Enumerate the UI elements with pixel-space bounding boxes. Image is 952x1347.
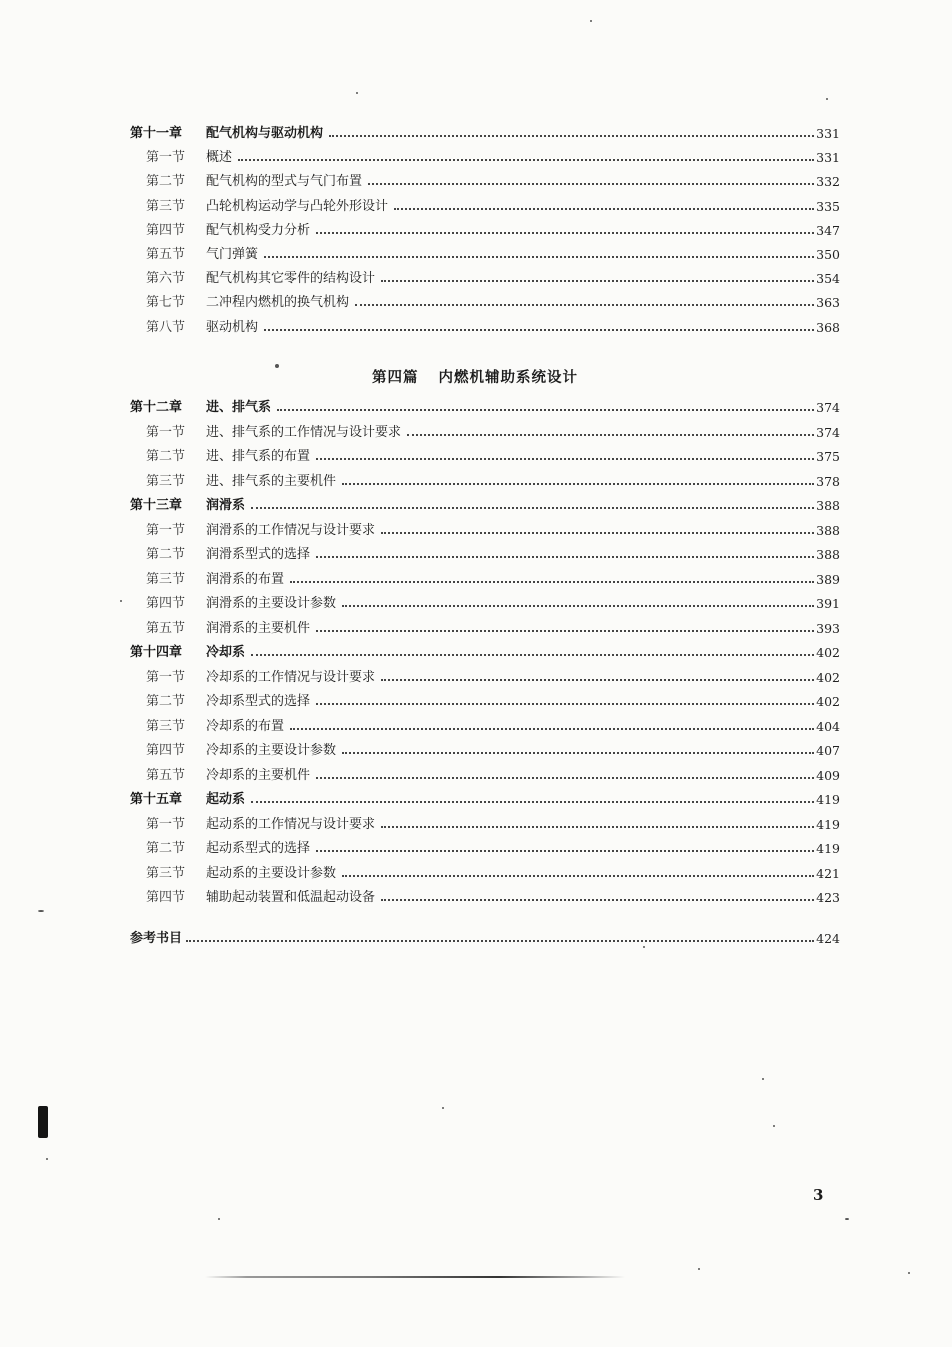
- toc-entry-section[interactable]: [130, 471, 840, 493]
- section-label: 第一节: [146, 424, 186, 440]
- chapter-label: 第十一章: [130, 126, 183, 141]
- toc-page-number: 354: [816, 271, 840, 287]
- dot-leader: [368, 183, 814, 185]
- scan-speck: [643, 946, 645, 948]
- section-label: 第一节: [146, 522, 186, 538]
- toc-entry-chapter[interactable]: [130, 397, 840, 419]
- toc-page-number: 331: [816, 126, 840, 141]
- toc-entry-section[interactable]: [130, 814, 840, 836]
- scan-speck: [826, 98, 828, 100]
- toc-page-number: 375: [816, 449, 840, 464]
- section-label: 第二节: [146, 841, 186, 856]
- section-title: 进、排气系的工作情况与设计要求: [206, 424, 402, 440]
- section-title: 冷却系的布置: [206, 718, 285, 734]
- toc-entry-section[interactable]: [130, 292, 840, 314]
- section-title: 起动系的主要设计参数: [206, 865, 337, 881]
- toc-page-number: 388: [816, 547, 840, 562]
- toc-entry-chapter[interactable]: [130, 123, 840, 145]
- section-title: 起动系型式的选择: [206, 841, 311, 856]
- scan-speck: [442, 1107, 444, 1109]
- scan-speck: [275, 364, 279, 368]
- toc-entry-section[interactable]: [130, 716, 840, 738]
- dot-leader: [264, 329, 814, 331]
- section-label: 第八节: [146, 319, 186, 335]
- chapter-title: 冷却系: [206, 645, 246, 660]
- toc-page-number: 335: [816, 198, 840, 214]
- section-label: 第三节: [146, 865, 186, 881]
- section-title: 配气机构其它零件的结构设计: [206, 271, 376, 287]
- toc-page-number: 421: [816, 865, 840, 881]
- dot-leader: [407, 434, 814, 436]
- section-title: 冷却系的主要机件: [206, 767, 311, 783]
- toc-entry-section[interactable]: [130, 446, 840, 468]
- dot-leader: [316, 630, 814, 632]
- dot-leader: [381, 280, 814, 282]
- section-label: 第四节: [146, 890, 186, 905]
- toc-entry-section[interactable]: [130, 422, 840, 444]
- toc-page-number: 363: [816, 295, 840, 311]
- dot-leader: [342, 875, 814, 877]
- toc-page-number: 388: [816, 498, 840, 513]
- section-label: 第二节: [146, 547, 186, 562]
- dot-leader: [381, 532, 814, 534]
- toc-page-number: 402: [816, 645, 840, 660]
- dot-leader: [381, 679, 814, 681]
- section-title: 起动系的工作情况与设计要求: [206, 816, 376, 832]
- dot-leader: [186, 940, 814, 942]
- toc-page-number: 402: [816, 669, 840, 685]
- toc-entry-section[interactable]: [130, 244, 840, 266]
- toc-entry-section[interactable]: [130, 593, 840, 615]
- toc-entry-chapter[interactable]: [130, 789, 840, 811]
- dot-leader: [316, 850, 814, 852]
- dot-leader: [316, 777, 814, 779]
- chapter-label: 第十四章: [130, 645, 183, 660]
- dot-leader: [342, 752, 814, 754]
- scan-edge-mark: [38, 1106, 48, 1138]
- chapter-label: 第十二章: [130, 400, 183, 415]
- dot-leader: [290, 728, 814, 730]
- dot-leader: [290, 581, 814, 583]
- bibliography-label: 参考书目: [130, 931, 183, 946]
- section-title: 二冲程内燃机的换气机构: [206, 295, 350, 311]
- scan-speck: [845, 1218, 849, 1220]
- part-heading-label: 第四篇: [372, 370, 419, 386]
- scan-speck: [356, 92, 358, 94]
- section-label: 第五节: [146, 620, 186, 636]
- toc-entry-section[interactable]: [130, 569, 840, 591]
- dot-leader: [251, 801, 814, 803]
- toc-entry-section[interactable]: [130, 520, 840, 542]
- dot-leader: [316, 232, 814, 234]
- chapter-title: 配气机构与驱动机构: [206, 126, 324, 141]
- section-label: 第四节: [146, 743, 186, 758]
- bibliography-page-number: 424: [816, 931, 840, 946]
- toc-page-number: 423: [816, 890, 840, 905]
- section-title: 配气机构受力分析: [206, 222, 311, 238]
- page-number: 3: [813, 1186, 824, 1204]
- toc-page-number: 368: [816, 319, 840, 335]
- toc-page-number: 419: [816, 841, 840, 856]
- toc-page-number: 404: [816, 718, 840, 734]
- section-title: 冷却系的工作情况与设计要求: [206, 669, 376, 685]
- toc-page-number: 419: [816, 792, 840, 807]
- section-label: 第三节: [146, 718, 186, 734]
- section-label: 第二节: [146, 174, 186, 190]
- scan-speck: [762, 1078, 764, 1080]
- scan-speck: [590, 20, 592, 22]
- chapter-title: 起动系: [206, 792, 246, 807]
- section-title: 冷却系的主要设计参数: [206, 743, 337, 758]
- toc-entry-chapter[interactable]: [130, 495, 840, 517]
- toc-page-number: 347: [816, 222, 840, 238]
- section-title: 润滑系的主要机件: [206, 620, 311, 636]
- dot-leader: [251, 654, 814, 656]
- toc-page-number: 419: [816, 816, 840, 832]
- section-title: 凸轮机构运动学与凸轮外形设计: [206, 198, 389, 214]
- toc-page-number: 332: [816, 174, 840, 190]
- toc-page-number: 374: [816, 400, 840, 415]
- dot-leader: [342, 483, 814, 485]
- scan-speck: [120, 600, 122, 602]
- toc-entry-section[interactable]: [130, 765, 840, 787]
- scan-speck: [218, 1218, 220, 1220]
- toc-page-number: 374: [816, 424, 840, 440]
- dot-leader: [316, 458, 814, 460]
- section-title: 冷却系型式的选择: [206, 694, 311, 709]
- section-label: 第七节: [146, 295, 186, 311]
- section-label: 第三节: [146, 473, 186, 489]
- toc-entry-section[interactable]: [130, 667, 840, 689]
- section-label: 第三节: [146, 571, 186, 587]
- toc-page-number: 402: [816, 694, 840, 709]
- chapter-title: 润滑系: [206, 498, 246, 513]
- toc-page-number: 331: [816, 150, 840, 166]
- toc-entry-section[interactable]: [130, 220, 840, 242]
- section-title: 配气机构的型式与气门布置: [206, 174, 363, 190]
- section-label: 第一节: [146, 150, 186, 166]
- toc-entry-section[interactable]: [130, 147, 840, 169]
- section-label: 第一节: [146, 669, 186, 685]
- chapter-label: 第十五章: [130, 792, 183, 807]
- scan-speck: [38, 910, 44, 912]
- section-title: 气门弹簧: [206, 247, 259, 262]
- toc-entry-section[interactable]: [130, 268, 840, 290]
- section-label: 第一节: [146, 816, 186, 832]
- chapter-title: 进、排气系: [206, 400, 272, 415]
- toc-entry-section[interactable]: [130, 838, 840, 860]
- toc-entry-section[interactable]: [130, 740, 840, 762]
- toc-entry-section[interactable]: [130, 544, 840, 566]
- section-title: 进、排气系的主要机件: [206, 473, 337, 489]
- dot-leader: [355, 304, 814, 306]
- scan-speck: [773, 1125, 775, 1127]
- toc-page-number: 388: [816, 522, 840, 538]
- toc-entry-section[interactable]: [130, 691, 840, 713]
- section-title: 辅助起动装置和低温起动设备: [206, 890, 376, 905]
- toc-page-number: 409: [816, 767, 840, 783]
- dot-leader: [394, 208, 814, 210]
- dot-leader: [316, 556, 814, 558]
- section-label: 第五节: [146, 247, 186, 262]
- toc-entry-section[interactable]: [130, 196, 840, 218]
- toc-page-number: 350: [816, 247, 840, 262]
- dot-leader: [251, 507, 814, 509]
- section-label: 第四节: [146, 222, 186, 238]
- dot-leader: [342, 605, 814, 607]
- section-title: 驱动机构: [206, 319, 259, 335]
- scan-speck: [46, 1158, 48, 1160]
- section-title: 进、排气系的布置: [206, 449, 311, 464]
- scan-speck: [908, 1272, 910, 1274]
- dot-leader: [277, 409, 814, 411]
- section-label: 第六节: [146, 271, 186, 287]
- dot-leader: [381, 899, 814, 901]
- dot-leader: [264, 256, 814, 258]
- section-label: 第三节: [146, 198, 186, 214]
- toc-entry-section[interactable]: [130, 317, 840, 339]
- toc-entry-bibliography[interactable]: [130, 928, 840, 950]
- toc-page-number: 391: [816, 596, 840, 611]
- section-label: 第二节: [146, 694, 186, 709]
- part-heading: [372, 366, 578, 387]
- dot-leader: [316, 703, 814, 705]
- toc-entry-section[interactable]: [130, 618, 840, 640]
- section-title: 润滑系的布置: [206, 571, 285, 587]
- part-heading-title: 内燃机辅助系统设计: [438, 370, 578, 386]
- toc-page-number: 393: [816, 620, 840, 636]
- scan-artifact-line: [205, 1276, 625, 1278]
- section-title: 润滑系的工作情况与设计要求: [206, 522, 376, 538]
- toc-page-number: 407: [816, 743, 840, 758]
- toc-page-number: 389: [816, 571, 840, 587]
- section-title: 润滑系型式的选择: [206, 547, 311, 562]
- section-label: 第五节: [146, 767, 186, 783]
- dot-leader: [329, 135, 814, 137]
- section-label: 第四节: [146, 596, 186, 611]
- toc-entry-section[interactable]: [130, 171, 840, 193]
- toc-entry-chapter[interactable]: [130, 642, 840, 664]
- chapter-label: 第十三章: [130, 498, 183, 513]
- section-title: 润滑系的主要设计参数: [206, 596, 337, 611]
- toc-entry-section[interactable]: [130, 863, 840, 885]
- section-title: 概述: [206, 150, 233, 166]
- scan-speck: [698, 1268, 700, 1270]
- toc-entry-section[interactable]: [130, 887, 840, 909]
- toc-page-number: 378: [816, 473, 840, 489]
- section-label: 第二节: [146, 449, 186, 464]
- dot-leader: [381, 826, 814, 828]
- dot-leader: [238, 159, 814, 161]
